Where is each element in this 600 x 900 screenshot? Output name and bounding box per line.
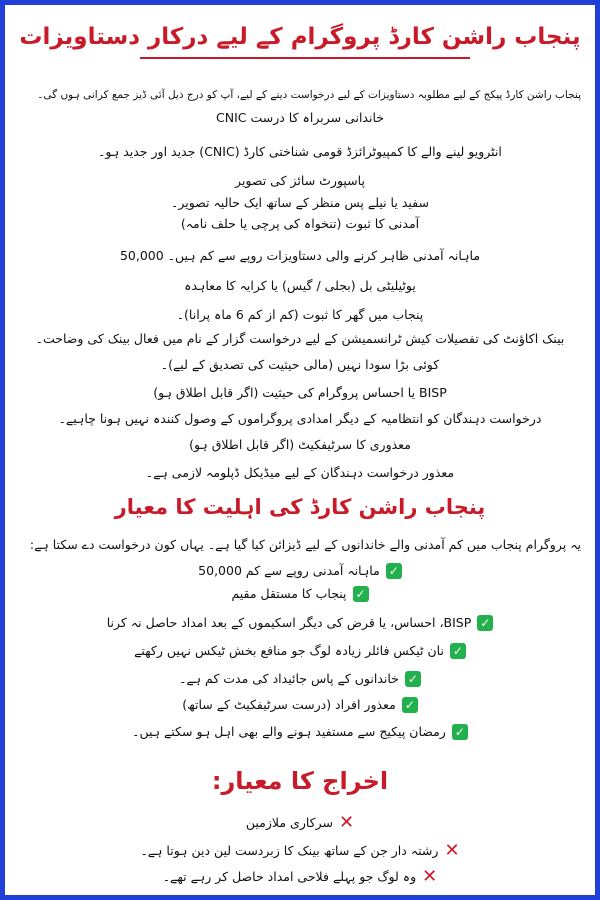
document-item: یوٹیلیٹی بل (بجلی / گیس) یا کرایہ کا معاہدہ [184,278,416,293]
check-icon: ✓ [405,671,421,687]
exclusion-item [17,813,583,834]
eligibility-heading: پنجاب راشن کارڈ کی اہلیت کا معیار [114,495,486,519]
document-item: سفید یا نیلے پس منظر کے ساتھ ایک حالیہ تصویر۔ [171,195,429,210]
document-item: معذور درخواست دہندگان کے لیے میڈیکل ڈپلومہ لازمی ہے۔ [145,465,455,480]
eligibility-item [17,613,583,633]
cross-icon: ✕ [339,812,355,833]
eligibility-item [17,669,583,689]
eligibility-text: معذور افراد (درست سرٹیفکیٹ کے ساتھ) [182,697,396,712]
document-item: کوئی بڑا سودا نہیں (مالی حیثیت کی تصدیق کے لیے)۔ [160,357,440,372]
document-item: انٹرویو لینے والے کا کمپیوٹرائزڈ قومی شناختی کارڈ (CNIC) جدید اور جدید ہو۔ [98,144,502,159]
eligibility-text: رمضان پیکیج سے مستفید ہونے والے بھی اہل ہو سکتے ہیں۔ [132,724,446,739]
eligibility-text: نان ٹیکس فائلر زیادہ لوگ جو منافع بخش ٹیکس نہیں رکھتے [134,643,444,658]
exclusion-heading: اخراج کا معیار: [211,767,389,795]
intro-text: پنجاب راشن کارڈ پیکج کے لیے مطلوبہ دستاویزات کے لیے درخواست دینے کے لیے، آپ کو درج ذیل آئی ڈیز جمع کرانی ہوں گی۔ [37,89,581,101]
check-icon: ✓ [353,586,369,602]
eligibility-text: خاندانوں کے پاس جائیداد کی مدت کم ہے۔ [179,671,399,686]
exclusion-text: رشتہ دار جن کے ساتھ بینک کا زبردست لین دین ہوتا ہے۔ [140,843,439,858]
document-item: معذوری کا سرٹیفکیٹ (اگر قابل اطلاق ہو) [189,437,411,452]
main-heading: پنجاب راشن کارڈ پروگرام کے لیے درکار دستاویزات [19,24,581,50]
exclusion-text: سرکاری ملازمین [245,815,333,830]
document-item: پنجاب میں گھر کا ثبوت (کم از کم 6 ماہ پرانا)۔ [176,307,424,322]
document-item: خاندانی سربراہ کا درست CNIC [216,110,384,125]
eligibility-item [17,561,583,581]
eligibility-item [17,695,583,715]
check-icon: ✓ [386,563,402,579]
check-icon: ✓ [450,643,466,659]
heading-underline [140,57,470,59]
eligibility-text: BISP، احساس، یا قرض کی دیگر اسکیموں کے بعد امداد حاصل نہ کرنا [106,615,472,630]
eligibility-text: پنجاب کا مستقل مقیم [231,586,347,601]
exclusion-item [17,867,583,888]
check-icon: ✓ [477,615,493,631]
cross-icon: ✕ [444,840,460,861]
eligibility-item [17,641,583,661]
document-item: ماہانہ آمدنی ظاہر کرنے والی دستاویزات روپے سے کم ہیں۔ 50,000 [119,248,481,263]
cross-icon: ✕ [422,866,438,887]
document-item: بینک اکاؤنٹ کی تفصیلات کیش ٹرانسمیشن کے لیے درخواست گزار کے نام میں فعال بینک کی وضاحت۔ [35,331,565,346]
exclusion-item [17,841,583,862]
document-item: آمدنی کا ثبوت (تنخواہ کی پرچی یا حلف نامہ) [180,216,420,231]
eligibility-intro: یہ پروگرام پنجاب میں کم آمدنی والے خاندانوں کے لیے ڈیزائن کیا گیا ہے۔ یہاں کون درخواست دے سکتا ہے: [29,537,581,552]
exclusion-text: وہ لوگ جو پہلے فلاحی امداد حاصل کر رہے تھے۔ [162,869,417,884]
check-icon: ✓ [402,697,418,713]
document-item: درخواست دہندگان کو انتظامیہ کے دیگر امدادی پروگراموں کے وصول کنندہ نہیں ہونا چاہیے۔ [58,411,542,426]
check-icon: ✓ [452,724,468,740]
eligibility-text: ماہانہ آمدنی روپے سے کم 50,000 [198,563,380,578]
eligibility-item [17,584,583,604]
document-item: پاسپورٹ سائز کی تصویر [235,173,365,188]
eligibility-item [17,722,583,742]
document-item: BISP یا احساس پروگرام کی حیثیت (اگر قابل اطلاق ہو) [153,385,447,400]
